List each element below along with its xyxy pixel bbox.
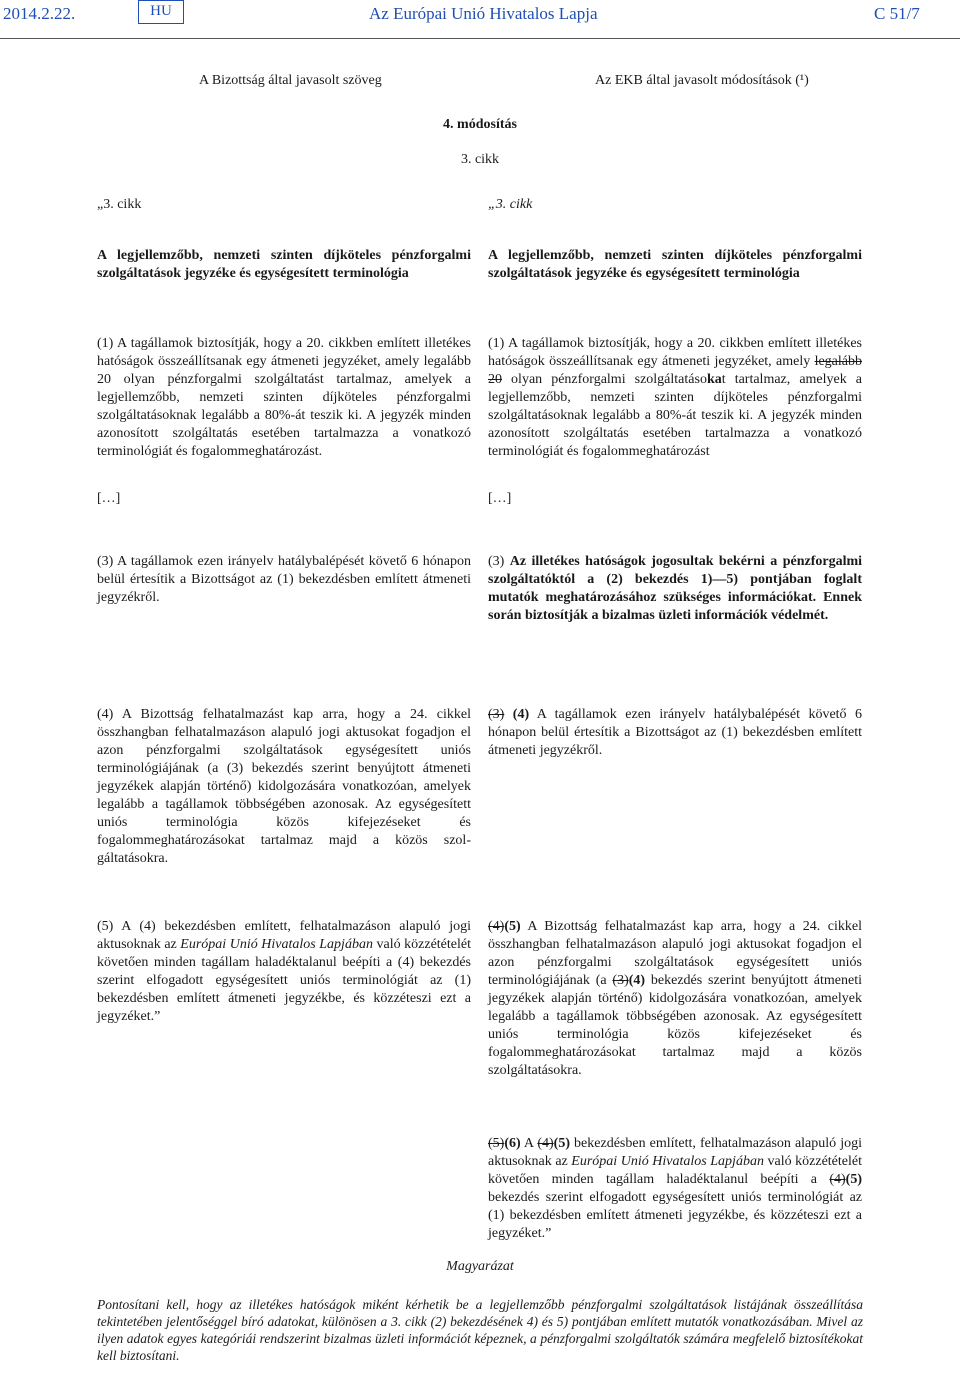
deleted-text: legalább 20 [488, 354, 862, 387]
left-article-title: A legjellemzőbb, nemzeti szinten díjköteles pénzforgalmi szolgáltatások jegyzéke és egységesített terminológia [97, 248, 471, 281]
explanation-title: Magyarázat [446, 1259, 514, 1274]
right-paragraph-4: (3) (4) A tagállamok ezen irányelv hatálybalépését követő 6 hónapon belül értesítik a Bizottságot az (1) bekezdésben említett átmeneti jegyzékről. [488, 707, 863, 758]
journal-title: Az Európai Unió Hivatalos Lapja [369, 4, 598, 23]
language-badge: HU [138, 0, 184, 24]
right-paragraph-1: (1) A tagállamok biztosítják, hogy a 20. cikkben említett illetékes hatóságok összeállítsanak egy átmeneti jegyzéket, amely legalább 20 olyan pénzforgalmi szolgáltatásokat tartalmaz, amelyek a legjellemzőbb, nemzeti szinten díjköteles pénzforgalmi szolgáltatásoknak legalább a 80%-át teszik ki. A jegyzék minden azonosított szolgáltatás esetében tartalmazza a vonatkozó terminológiát és fogalommeghatározást [488, 336, 862, 459]
page-number: C 51/7 [874, 4, 920, 23]
right-article-title: A legjellemzőbb, nemzeti szinten díjköteles pénzforgalmi szolgáltatások jegyzéke és egységesített terminológia [488, 248, 862, 281]
left-paragraph-4: (4) A Bizottság felhatalmazást kap arra, hogy a 24. cikkel összhangban felhatalmazáson alapuló jogi aktusokat fogadjon el azon pénzforgalmi szolgáltatások egységesített uniós terminológiájának (a (3) bekezdés szerint benyújtott átmeneti jegyzékek alapján történő) kidolgozására vonatkozóan, amelyek legalább a tagállamok többségében azonosak. Az egységesített uniós terminológia közös kifejezéseket és fogalommeghatározásokat tartalmaz majd a közös szolgáltatásokra. [97, 707, 471, 866]
left-paragraph-3: (3) A tagállamok ezen irányelv hatálybalépését követő 6 hónapon belül értesítik a Bizottságot az (1) bekezdésben említett átmeneti jegyzékről. [97, 554, 471, 605]
right-paragraph-5: (4)(5) A Bizottság felhatalmazást kap arra, hogy a 24. cikkel összhangban felhatalmazáson alapuló jogi aktusokat fogadjon el azon pénzforgalmi szolgáltatások egységesített uniós terminológiájának (a (3)(4) bekezdés szerint benyújtott átmeneti jegyzékek alapján történő) kidolgozására vonatkozóan, amelyek legalább a tagállamok többségében azonosak. Az egységesített uniós terminológia közös kifejezéseket és fogalommeghatározásokat tartalmaz majd a közös szolgáltatásokra. [488, 919, 862, 1078]
deleted-text: (3) [488, 707, 505, 722]
header-divider [0, 38, 960, 39]
left-column-heading: A Bizottság által javasolt szöveg [199, 73, 382, 88]
left-paragraph-5: (5) A (4) bekezdésben említett, felhatalmazáson alapuló jogi aktusoknak az Európai Unió Hivatalos Lapjában való közzétételét követően minden tagállam haladéktalanul beépíti a (4) bekezdés szerint elfogadott egységesített uniós terminológiát az (1) bekezdésben említett átmeneti jegyzékbe, és közzéteszi ezt a jegyzéket.” [97, 919, 471, 1024]
deleted-text: (5) [488, 1136, 505, 1151]
deleted-text: (4) [488, 919, 505, 934]
inserted-text: (4) [628, 973, 646, 988]
inserted-text: ka [706, 372, 722, 387]
inserted-text: (5) [845, 1172, 862, 1187]
left-paragraph-1: (1) A tagállamok biztosítják, hogy a 20. cikkben említett illetékes hatóságok összeállítsanak egy átmeneti jegyzéket, amely legalább 20 olyan pénzforgalmi szolgáltatást tartalmaz, amelyek a legjellemzőbb, nemzeti szinten díjköteles pénzforgalmi szolgáltatásoknak legalább a 80%-át teszik ki. A jegyzék minden azonosított szolgáltatás esetében tartalmazza a vonatkozó terminológiát és fogalommeghatározást. [97, 336, 471, 459]
inserted-text: Az illetékes hatóságok jogosultak bekérni a pénzforgalmi szolgáltatóktól a (2) bekezdés 1)—5) pontjában foglalt mutatók meghatározásához szükséges információkat. Ennek során biztosítják a bizalmas üzleti információk védelmét. [488, 554, 863, 623]
right-paragraph-6: (5)(6) A (4)(5) bekezdésben említett, felhatalmazáson alapuló jogi aktusoknak az Európai Unió Hivatalos Lapjában való közzétételét követően minden tagállam haladéktalanul beépíti a (4)(5) bekezdés szerint elfogadott egységesített uniós terminológiát az (1) bekezdésben említett átmeneti jegyzékbe, és közzéteszi ezt a jegyzéket.” [488, 1136, 862, 1241]
publication-date: 2014.2.22. [3, 4, 76, 23]
deleted-text: (4) [829, 1172, 846, 1187]
inserted-text: (6) [504, 1136, 521, 1151]
right-article-label: „3. cikk [488, 197, 533, 212]
explanation-text: Pontosítani kell, hogy az illetékes hatóságok miként kérhetik be a legjellemzőbb pénzforgalmi szolgáltatások listájának összeállítása tekintetében jelentőséggel bíró adatokat, különösen a 3. cikk (2) bekezdésének 4) és 5) pontjában említett mutatók vonatkozásában. Mivel az ilyen adatok egyes kategóriái rendszerint bizalmas üzleti információt képeznek, a pénzforgalmi szolgáltatók számára megfelelő biztosítékokat kell biztosítani. [97, 1297, 863, 1363]
deleted-text: (3) [612, 973, 629, 988]
right-paragraph-3-new: (3) Az illetékes hatóságok jogosultak bekérni a pénzforgalmi szolgáltatóktól a (2) bekezdés 1)—5) pontjában foglalt mutatók meghatározásához szükséges információkat. Ennek során biztosítják a bizalmas üzleti információk védelmét. [488, 554, 863, 623]
inserted-text: (4) [504, 707, 530, 722]
inserted-text: (5) [504, 919, 521, 934]
inserted-text: (5) [553, 1136, 570, 1151]
left-ellipsis: […] [97, 491, 121, 506]
left-article-label: „3. cikk [97, 197, 142, 212]
right-column-heading: Az EKB által javasolt módosítások (¹) [595, 73, 809, 88]
amendment-title: 4. módosítás [443, 117, 517, 132]
right-ellipsis: […] [488, 491, 512, 506]
amendment-article: 3. cikk [460, 152, 500, 167]
deleted-text: (4) [537, 1136, 554, 1151]
